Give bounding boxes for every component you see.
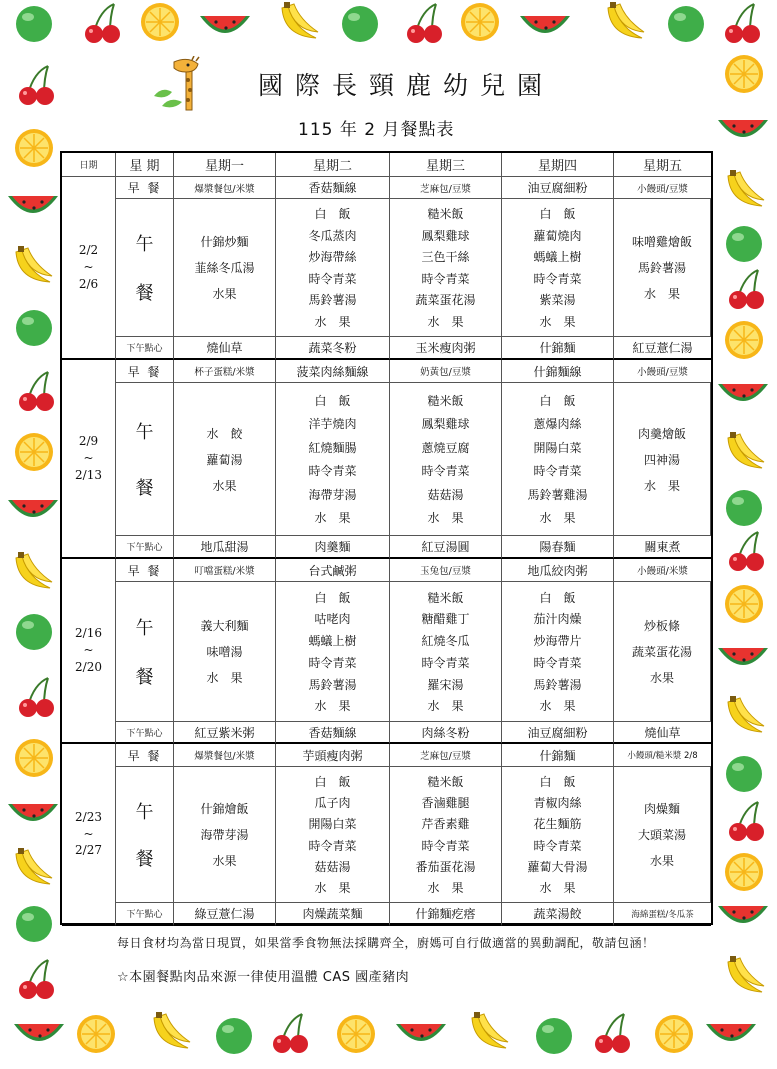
cherry-icon	[84, 2, 124, 46]
breakfast-item: 芝麻包/豆漿	[390, 744, 502, 767]
watermelon-icon	[718, 114, 770, 156]
lemon-icon	[76, 1014, 118, 1056]
watermelon-icon	[396, 1018, 448, 1060]
lunch-dish: 味噌湯	[206, 645, 243, 659]
week-date-tilde: ~	[83, 260, 94, 275]
lime-icon	[214, 1016, 258, 1060]
banana-icon	[724, 956, 768, 1000]
lunch-dish: 時令青菜	[421, 271, 470, 286]
lunch-item	[502, 199, 614, 337]
lemon-icon	[14, 738, 56, 780]
lunch-dish: 炒海帶片	[533, 634, 582, 649]
header-day: 星期五	[614, 153, 711, 177]
banana-icon	[150, 1012, 194, 1056]
lemon-icon	[724, 54, 766, 96]
snack-item: 玉米瘦肉粥	[390, 337, 502, 360]
lunch-dish: 開陽白菜	[308, 817, 357, 832]
header-day: 星期一	[174, 153, 276, 177]
lunch-dish: 炒海帶絲	[308, 250, 357, 265]
snack-item: 肉燥蔬菜麵	[276, 903, 390, 926]
banana-icon	[12, 552, 56, 596]
snack-item: 油豆腐細粉	[502, 722, 614, 744]
lunch-dish: 時令青菜	[308, 655, 357, 670]
week-date-date-end: 2/20	[75, 659, 102, 674]
lunch-dish: 時令青菜	[421, 464, 470, 479]
header-date: 日期	[62, 153, 116, 177]
lunch-label-char: 餐	[135, 849, 154, 871]
lunch-item	[614, 767, 711, 903]
lunch-dish: 蔬菜蛋花湯	[415, 293, 476, 308]
lunch-item	[502, 383, 614, 536]
lunch-dish: 水 果	[314, 699, 351, 714]
lunch-label	[116, 767, 174, 903]
lunch-dish: 水 果	[314, 880, 351, 895]
cherry-icon	[18, 370, 58, 414]
banana-icon	[724, 432, 768, 476]
lunch-label-char: 午	[135, 801, 154, 823]
menu-table	[60, 151, 713, 925]
week-date-tilde: ~	[83, 451, 94, 466]
lunch-dish: 白 飯	[314, 393, 351, 408]
lunch-dish: 水 果	[427, 511, 464, 526]
lunch-dish: 馬鈴薯湯	[308, 677, 357, 692]
breakfast-item: 爆漿餐包/米漿	[174, 177, 276, 199]
lunch-dish: 味噌雞燴飯	[631, 235, 692, 249]
lunch-dish: 瓜子肉	[314, 796, 351, 811]
snack-item: 陽春麵	[502, 536, 614, 559]
lunch-label	[116, 199, 174, 337]
lunch-item	[390, 199, 502, 337]
lemon-icon	[460, 2, 502, 44]
lunch-dish: 香滷雞腿	[421, 796, 470, 811]
lunch-dish: 水 果	[206, 671, 243, 685]
lunch-dish: 白 飯	[314, 207, 351, 222]
lunch-dish: 水果	[212, 287, 237, 301]
header-day: 星期四	[502, 153, 614, 177]
lunch-dish: 馬鈴薯湯	[308, 293, 357, 308]
snack-item: 什錦麵疙瘩	[390, 903, 502, 926]
lunch-label-char: 餐	[135, 478, 154, 499]
lunch-dish: 炒板條	[643, 619, 680, 633]
breakfast-item: 叮噹蛋糕/米漿	[174, 559, 276, 582]
lunch-dish: 水果	[649, 854, 674, 868]
breakfast-item: 地瓜絞肉粥	[502, 559, 614, 582]
snack-label: 下午點心	[116, 722, 174, 744]
watermelon-icon	[200, 10, 252, 52]
lunch-label	[116, 383, 174, 536]
lunch-dish: 馬鈴薯雞湯	[527, 487, 588, 502]
cherry-icon	[724, 2, 764, 46]
banana-icon	[278, 2, 322, 46]
lunch-dish: 蔥燒豆腐	[421, 440, 470, 455]
lunch-dish: 鳳梨雞球	[421, 228, 470, 243]
banana-icon	[12, 246, 56, 290]
cherry-icon	[594, 1012, 634, 1056]
breakfast-item: 杯子蛋糕/米漿	[174, 360, 276, 383]
lunch-dish: 鳳梨雞球	[421, 417, 470, 432]
lunch-dish: 菇菇湯	[314, 859, 351, 874]
breakfast-label: 早 餐	[116, 744, 174, 767]
cherry-icon	[728, 268, 768, 312]
snack-label: 下午點心	[116, 337, 174, 360]
breakfast-item: 小饅頭/米漿	[614, 559, 711, 582]
lemon-icon	[654, 1014, 696, 1056]
breakfast-label: 早 餐	[116, 559, 174, 582]
breakfast-item: 台式鹹粥	[276, 559, 390, 582]
lunch-dish: 海帶芽湯	[200, 828, 249, 842]
breakfast-item: 香菇麵線	[276, 177, 390, 199]
breakfast-item: 小饅頭/豆漿	[614, 360, 711, 383]
lunch-dish: 糙米飯	[427, 393, 464, 408]
lunch-item	[276, 582, 390, 722]
week-date-range	[62, 360, 116, 559]
lunch-dish: 時令青菜	[533, 464, 582, 479]
watermelon-icon	[718, 900, 770, 942]
week-date-date-end: 2/6	[78, 276, 99, 291]
watermelon-icon	[706, 1018, 758, 1060]
lunch-dish: 四神湯	[643, 452, 680, 467]
snack-item: 地瓜甜湯	[174, 536, 276, 559]
breakfast-item: 油豆腐細粉	[502, 177, 614, 199]
week-date-date-end: 2/13	[75, 467, 102, 482]
lunch-dish: 什錦炒麵	[200, 235, 249, 249]
lunch-item	[390, 383, 502, 536]
lunch-dish: 水 果	[314, 511, 351, 526]
lunch-dish: 時令青菜	[533, 838, 582, 853]
lunch-dish: 水 餃	[206, 426, 243, 441]
lunch-dish: 時令青菜	[533, 655, 582, 670]
week-date-range	[62, 559, 116, 744]
cherry-icon	[406, 2, 446, 46]
lunch-dish: 白 飯	[539, 393, 576, 408]
lemon-icon	[336, 1014, 378, 1056]
watermelon-icon	[520, 10, 572, 52]
lunch-dish: 時令青菜	[421, 655, 470, 670]
breakfast-item: 什錦麵	[502, 744, 614, 767]
lime-icon	[14, 612, 58, 656]
lunch-dish: 糙米飯	[427, 590, 464, 605]
lunch-dish: 水果	[649, 671, 674, 685]
lunch-dish: 芹香素雞	[421, 817, 470, 832]
week-date-date-start: 2/9	[78, 434, 99, 449]
lemon-icon	[140, 2, 182, 44]
lunch-item	[276, 767, 390, 903]
lunch-label-char: 午	[135, 234, 154, 256]
snack-item: 蔬菜冬粉	[276, 337, 390, 360]
lunch-dish: 海帶芽湯	[308, 487, 357, 502]
lunch-item	[276, 199, 390, 337]
lunch-dish: 水 果	[539, 511, 576, 526]
snack-item: 蔬菜湯餃	[502, 903, 614, 926]
lunch-label	[116, 582, 174, 722]
lunch-dish: 蔥爆肉絲	[533, 417, 582, 432]
lunch-label-char: 午	[135, 422, 154, 443]
lunch-dish: 青椒肉絲	[533, 796, 582, 811]
snack-item: 燒仙草	[174, 337, 276, 360]
header-day: 星期二	[276, 153, 390, 177]
week-date-date-start: 2/16	[75, 626, 102, 641]
lunch-dish: 紅燒冬瓜	[421, 634, 470, 649]
lunch-dish: 咕咾肉	[314, 612, 351, 627]
lunch-label-char: 餐	[135, 667, 154, 689]
lunch-dish: 時令青菜	[421, 838, 470, 853]
lunch-item	[174, 199, 276, 337]
lunch-dish: 螞蟻上樹	[533, 250, 582, 265]
lunch-item	[390, 767, 502, 903]
lunch-dish: 肉燥麵	[643, 802, 680, 816]
lime-icon	[14, 904, 58, 948]
lime-icon	[724, 754, 768, 798]
lunch-item	[174, 383, 276, 536]
lunch-dish: 水 果	[643, 287, 680, 301]
lunch-dish: 白 飯	[539, 207, 576, 222]
lunch-dish: 時令青菜	[308, 838, 357, 853]
lunch-dish: 洋芋燒肉	[308, 417, 357, 432]
note-pork-source: ☆本園餐點肉品來源一律使用溫體 CAS 國產豬肉	[117, 970, 410, 985]
lunch-dish: 馬鈴薯湯	[533, 677, 582, 692]
snack-item: 紅豆薏仁湯	[614, 337, 711, 360]
lunch-label-char: 午	[135, 617, 154, 639]
lunch-dish: 白 飯	[314, 775, 351, 790]
lunch-dish: 時令青菜	[533, 271, 582, 286]
snack-item: 綠豆薏仁湯	[174, 903, 276, 926]
lunch-dish: 蘿蔔大骨湯	[527, 859, 588, 874]
lunch-item	[390, 582, 502, 722]
snack-item: 海綿蛋糕/冬瓜茶	[614, 903, 711, 926]
lunch-dish: 開陽白菜	[533, 440, 582, 455]
header-day: 星期三	[390, 153, 502, 177]
lunch-dish: 水 果	[539, 880, 576, 895]
lunch-dish: 花生麵筋	[533, 817, 582, 832]
lime-icon	[340, 4, 384, 48]
lunch-label-char: 餐	[135, 282, 154, 304]
lunch-dish: 大頭菜湯	[637, 828, 686, 842]
cherry-icon	[18, 958, 58, 1002]
watermelon-icon	[14, 1018, 66, 1060]
lunch-dish: 水 果	[427, 699, 464, 714]
header-weekday: 星 期	[116, 153, 174, 177]
lunch-dish: 冬瓜蒸肉	[308, 228, 357, 243]
lunch-dish: 時令青菜	[308, 464, 357, 479]
lemon-icon	[724, 584, 766, 626]
snack-item: 紅豆湯圓	[390, 536, 502, 559]
watermelon-icon	[8, 190, 60, 232]
lemon-icon	[724, 320, 766, 362]
cherry-icon	[728, 800, 768, 844]
lunch-item	[614, 582, 711, 722]
lunch-dish: 糖醋雞丁	[421, 612, 470, 627]
banana-icon	[12, 848, 56, 892]
week-date-date-end: 2/27	[75, 843, 102, 858]
lunch-dish: 水 果	[427, 880, 464, 895]
lunch-item	[276, 383, 390, 536]
lime-icon	[724, 488, 768, 532]
cherry-icon	[272, 1012, 312, 1056]
lunch-dish: 紅燒麵腸	[308, 440, 357, 455]
lime-icon	[666, 4, 710, 48]
breakfast-item: 小饅頭/糙米漿 2/8	[614, 744, 711, 767]
lunch-dish: 馬鈴薯湯	[637, 261, 686, 275]
lime-icon	[534, 1016, 578, 1060]
snack-item: 燒仙草	[614, 722, 711, 744]
page-subtitle: 115 年 2 月餐點表	[298, 120, 455, 140]
snack-item: 關東煮	[614, 536, 711, 559]
lunch-dish: 紫菜湯	[539, 293, 576, 308]
snack-item: 肉絲冬粉	[390, 722, 502, 744]
watermelon-icon	[718, 378, 770, 420]
lunch-dish: 白 飯	[539, 590, 576, 605]
week-date-range	[62, 177, 116, 360]
lunch-dish: 蔬菜蛋花湯	[631, 645, 692, 659]
snack-label: 下午點心	[116, 536, 174, 559]
week-date-date-start: 2/2	[78, 243, 99, 258]
lunch-dish: 水 果	[539, 314, 576, 329]
breakfast-item: 什錦麵線	[502, 360, 614, 383]
cherry-icon	[18, 676, 58, 720]
lunch-dish: 水 果	[643, 478, 680, 493]
lunch-dish: 義大利麵	[200, 619, 249, 633]
lunch-dish: 糙米飯	[427, 775, 464, 790]
lunch-dish: 水 果	[427, 314, 464, 329]
cherry-icon	[18, 64, 58, 108]
banana-icon	[468, 1012, 512, 1056]
lime-icon	[14, 4, 58, 48]
lunch-item	[174, 582, 276, 722]
lunch-dish: 蘿蔔湯	[206, 452, 243, 467]
snack-item: 紅豆紫米粥	[174, 722, 276, 744]
lunch-dish: 菇菇湯	[427, 487, 464, 502]
lunch-dish: 白 飯	[539, 775, 576, 790]
lunch-dish: 糙米飯	[427, 207, 464, 222]
lemon-icon	[14, 128, 56, 170]
breakfast-item: 爆漿餐包/米漿	[174, 744, 276, 767]
snack-label: 下午點心	[116, 903, 174, 926]
week-date-range	[62, 744, 116, 926]
breakfast-item: 小饅頭/豆漿	[614, 177, 711, 199]
snack-item: 香菇麵線	[276, 722, 390, 744]
watermelon-icon	[718, 642, 770, 684]
week-date-tilde: ~	[83, 826, 94, 841]
lunch-dish: 螞蟻上樹	[308, 634, 357, 649]
banana-icon	[724, 696, 768, 740]
lunch-dish: 什錦燴飯	[200, 802, 249, 816]
breakfast-label: 早 餐	[116, 177, 174, 199]
lunch-dish: 番茄蛋花湯	[415, 859, 476, 874]
breakfast-item: 奶黃包/豆漿	[390, 360, 502, 383]
lunch-dish: 茄汁肉燥	[533, 612, 582, 627]
banana-icon	[604, 2, 648, 46]
giraffe-icon	[152, 56, 212, 112]
lunch-item	[614, 383, 711, 536]
lunch-item	[174, 767, 276, 903]
cherry-icon	[728, 530, 768, 574]
lunch-dish: 白 飯	[314, 590, 351, 605]
lunch-dish: 肉羹燴飯	[637, 426, 686, 441]
lunch-item	[614, 199, 711, 337]
lunch-dish: 三色干絲	[421, 250, 470, 265]
breakfast-item: 芝麻包/豆漿	[390, 177, 502, 199]
lunch-item	[502, 582, 614, 722]
note-fresh-ingredients: 每日食材均為當日現買，如果當季食物無法採購齊全，廚媽可自行做適當的異動調配，敬請包涵！	[117, 936, 655, 950]
lemon-icon	[724, 852, 766, 894]
banana-icon	[724, 170, 768, 214]
lunch-dish: 時令青菜	[308, 271, 357, 286]
breakfast-label: 早 餐	[116, 360, 174, 383]
watermelon-icon	[8, 494, 60, 536]
lunch-dish: 韮絲冬瓜湯	[194, 261, 255, 275]
snack-item: 肉羹麵	[276, 536, 390, 559]
lunch-dish: 水果	[212, 478, 237, 493]
breakfast-item: 玉兔包/豆漿	[390, 559, 502, 582]
lime-icon	[724, 224, 768, 268]
lunch-dish: 水 果	[539, 699, 576, 714]
week-date-tilde: ~	[83, 643, 94, 658]
page-title: 國際長頸鹿幼兒園	[258, 71, 555, 100]
lemon-icon	[14, 432, 56, 474]
lunch-dish: 水 果	[314, 314, 351, 329]
breakfast-item: 菠菜肉絲麵線	[276, 360, 390, 383]
snack-item: 什錦麵	[502, 337, 614, 360]
lunch-dish: 羅宋湯	[427, 677, 464, 692]
lunch-dish: 蘿蔔燒肉	[533, 228, 582, 243]
lunch-dish: 水果	[212, 854, 237, 868]
week-date-date-start: 2/23	[75, 809, 102, 824]
watermelon-icon	[8, 798, 60, 840]
breakfast-item: 芋頭瘦肉粥	[276, 744, 390, 767]
lunch-item	[502, 767, 614, 903]
lime-icon	[14, 308, 58, 352]
